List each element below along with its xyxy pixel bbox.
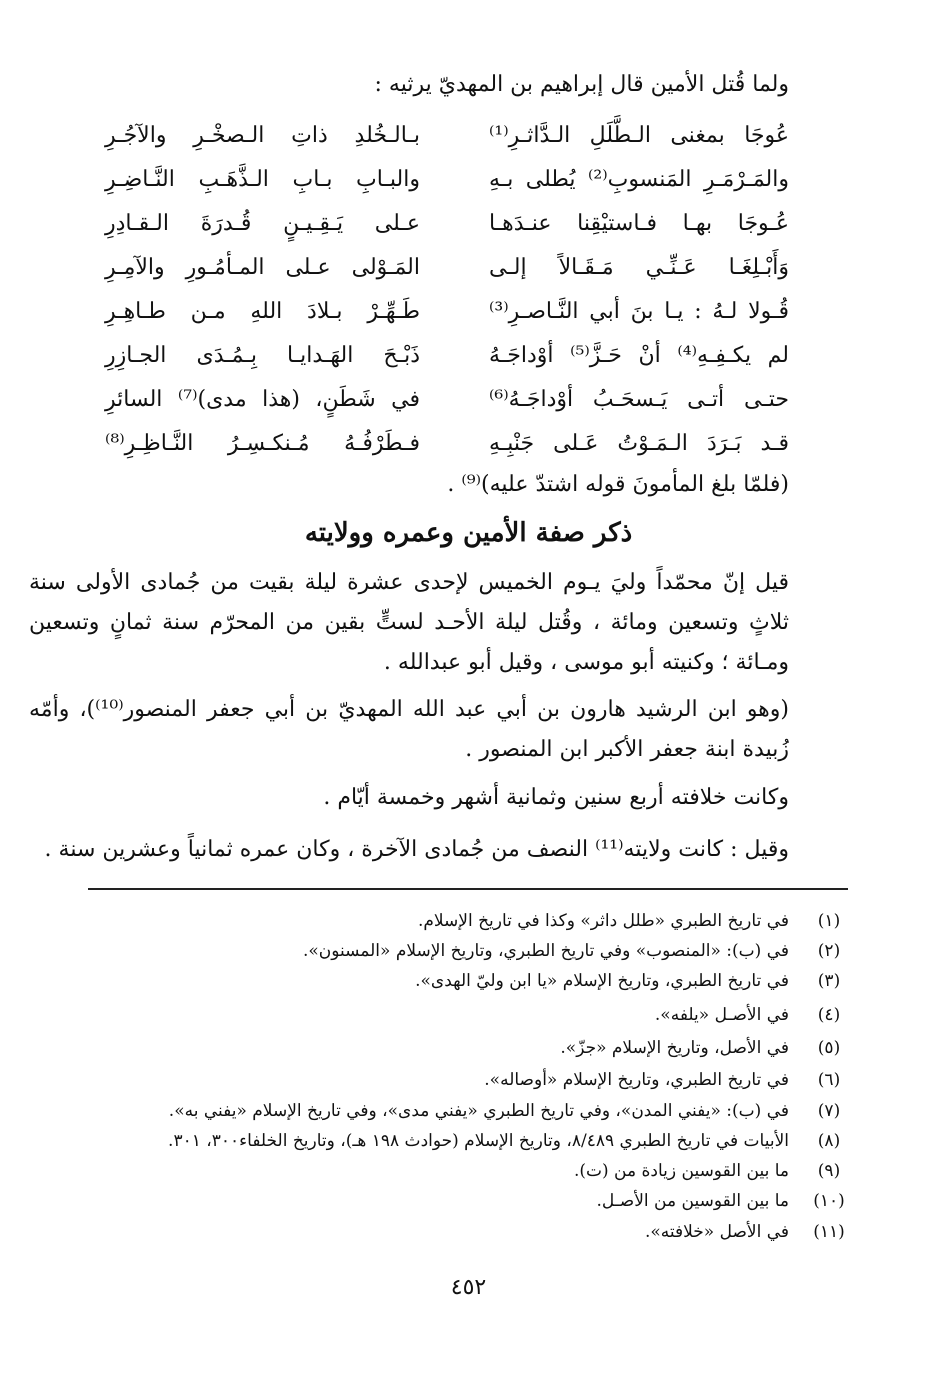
verse-hemistich-right: عُوجَا بمغنى الـطَّلَلِ الـدَّاثـرِ⁽¹⁾: [489, 123, 789, 148]
poem-outro: (فلمّا بلغ المأمونَ قوله اشتدّ عليه)⁽⁹⁾ .: [447, 472, 789, 497]
verse-hemistich-left: ذَبْـحَ الهَـدايـا بِـمُـدَى الجـازِرِ: [105, 343, 420, 368]
footnote-number: (٣): [817, 971, 841, 991]
footnote-text: في تاريخ الطبري «طلل داثر» وكذا في تاريخ الإسلام.: [417, 911, 789, 931]
paragraph: (وهو ابن الرشيد هارون بن أبي عبد الله المهديّ بن أبي جعفر المنصور⁽¹⁰⁾)، وأمّه زُبيدة ابنة جعفر الأكبر ابن المنصور .: [29, 697, 789, 762]
section-heading: ذكر صفة الأمين وعمره وولايته: [304, 518, 633, 548]
verse-hemistich-left: في شَطَنٍ، (هذا مدى)⁽⁷⁾ السائرِ: [105, 387, 420, 412]
footnote-text: في الأصـل «يلفه».: [654, 1005, 789, 1025]
footnote-number: (١): [817, 911, 841, 931]
page-number: ٤٥٢: [450, 1275, 487, 1300]
footnote-number: (١١): [813, 1222, 845, 1242]
footnote-number: (٦): [817, 1070, 841, 1090]
verse-hemistich-right: لم يكـفِـهِ⁽⁴⁾ أنْ حَـزَّ⁽⁵⁾ أوْداجَـهُ: [489, 343, 789, 368]
footnote-number: (٢): [817, 941, 841, 961]
footnote-text: في (ب): «يفني المدن»، وفي تاريخ الطبري «يفني مدى»، وفي تاريخ الإسلام «يفني به».: [168, 1101, 789, 1121]
footnote-text: في تاريخ الطبري، وتاريخ الإسلام «يا ابن وليّ الهدى».: [415, 971, 789, 991]
footnote-text: في (ب): «المنصوب» وفي تاريخ الطبري، وتاريخ الإسلام «المسنون».: [302, 941, 789, 961]
footnote-text: في الأصل، وتاريخ الإسلام «جزّ».: [560, 1038, 789, 1058]
footnote-text: في تاريخ الطبري، وتاريخ الإسلام «أوصاله».: [484, 1070, 789, 1090]
footnote-number: (٧): [817, 1101, 841, 1121]
verse-hemistich-right: قـد بَـرَدَ الـمَـوْتُ عَـلى جَنْبِـهِ: [489, 431, 789, 456]
verse-hemistich-left: فـطَرْفُـهُ مُـنكـسِـرُ النَّـاظِـرِ⁽⁸⁾: [105, 431, 420, 456]
verse-hemistich-right: حتـى أتـى يَـسحَـبُ أوْداجَـهُ⁽⁶⁾: [489, 387, 789, 412]
verse-hemistich-left: طَـهِّـرْ بـلادَ اللهِ مـن طـاهِـرِ: [105, 299, 420, 324]
verse-hemistich-right: والمَـرْمَـرِ المَنسوبِ⁽²⁾ يُطلى بـهِ: [489, 167, 789, 192]
footnote-number: (٤): [817, 1005, 841, 1025]
footnote-text: ما بين القوسين من الأصـل.: [596, 1191, 789, 1211]
footnote-text: ما بين القوسين زيادة من (ت).: [573, 1161, 789, 1181]
verse-hemistich-right: وَأَبْـلِغَـا عَـنِّـي مَـقَـالاً إلـى: [489, 255, 789, 280]
paragraph: قيل إنّ محمّداً وليَ يـوم الخميس لإحدى عشرة ليلة بقيت من جُمادى الأولى سنة ثلاثٍ وتسعين ومائة ، وقُتل ليلة الأحـد لستٍّ بقين من المحرّم سنة ثمانٍ وتسعين ومـائة ؛ وكنيته أبو موسى ، وقيل أبو عبدالله .: [29, 570, 789, 675]
footnote-number: (٥): [817, 1038, 841, 1058]
paragraph: وقيل : كانت ولايته⁽¹¹⁾ النصف من جُمادى الآخرة ، وكان عمره ثمانياً وعشرين سنة .: [44, 837, 789, 862]
footnote-number: (٩): [817, 1161, 841, 1181]
verse-hemistich-right: قُـولا لـهُ : يـا بنَ أبي النَّـاصـرِ⁽³⁾: [489, 299, 789, 324]
paragraph: وكانت خلافته أربع سنين وثمانية أشهر وخمسة أيّام .: [323, 785, 789, 810]
verse-hemistich-left: المَـوْلى عـلى المـأمُـورِ والآمِـرِ: [105, 255, 420, 280]
verse-hemistich-right: عُـوجَا بهـا فـاستيْقِنا عنـدَهـا: [489, 211, 789, 236]
poem-intro: ولما قُتل الأمين قال إبراهيم بن المهديّ يرثيه :: [374, 72, 789, 97]
verse-hemistich-left: عـلى يَـقِـيـنٍ قُـدرَةَ الـقـادِرِ: [105, 211, 420, 236]
footnote-number: (٨): [817, 1131, 841, 1151]
verse-hemistich-left: والبـابِ بـابِ الـذَّهَـبِ النَّـاضِـرِ: [105, 167, 420, 192]
footnote-number: (١٠): [813, 1191, 845, 1211]
verse-hemistich-left: بـالـخُلدِ ذاتِ الـصخْـرِ والآجُـرِ: [105, 123, 420, 148]
footnote-text: في الأصل «خلافته».: [644, 1222, 789, 1242]
footnote-separator: [88, 888, 848, 890]
footnote-text: الأبيات في تاريخ الطبري ٨/٤٨٩، وتاريخ الإسلام (حوادث ١٩٨ هـ)، وتاريخ الخلفاء٣٠٠، ٣٠١.: [168, 1131, 789, 1151]
